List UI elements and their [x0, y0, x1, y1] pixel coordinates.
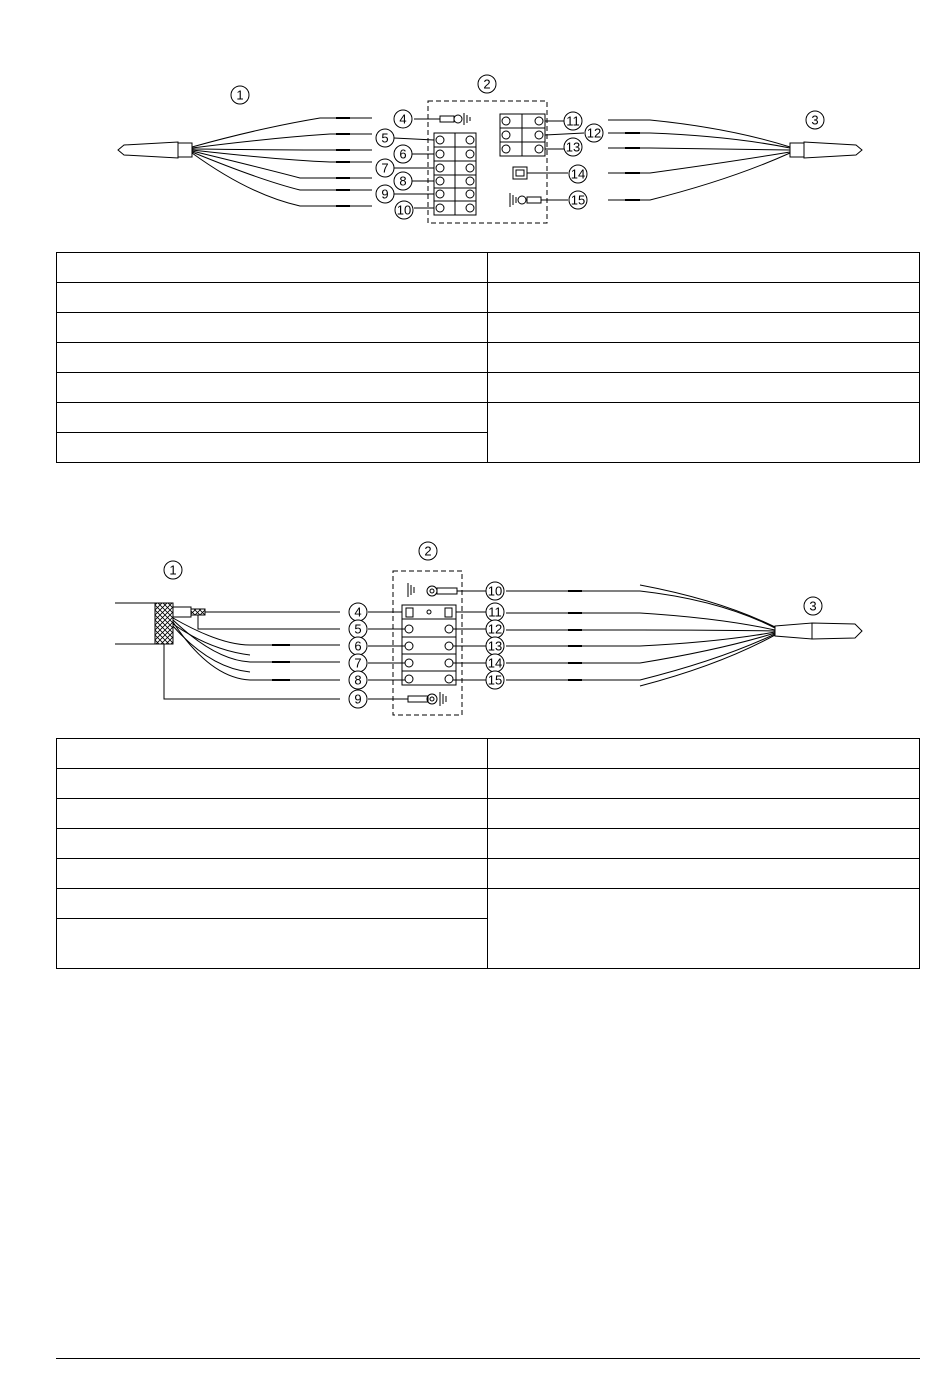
svg-text:1: 1: [169, 562, 177, 578]
table-cell: [488, 739, 920, 769]
svg-text:8: 8: [354, 672, 362, 688]
table-row: [57, 829, 920, 859]
callout-10: [486, 582, 504, 600]
callout-11: [486, 603, 504, 621]
table-cell: [488, 769, 920, 799]
callout-12: [585, 124, 603, 142]
svg-text:2: 2: [483, 76, 491, 92]
wiring-diagram-2-svg: [0, 536, 950, 722]
svg-text:6: 6: [354, 638, 362, 654]
svg-text:14: 14: [570, 166, 586, 182]
callout-14: [569, 165, 587, 183]
callout-5: [376, 129, 394, 147]
callout-10: [395, 201, 413, 219]
table-cell: [57, 343, 488, 373]
callout-1: [231, 86, 249, 104]
table-cell: [57, 373, 488, 403]
table-cell: [57, 739, 488, 769]
table-row: [57, 283, 920, 313]
table-row: [57, 373, 920, 403]
callout-7: [349, 654, 367, 672]
svg-text:3: 3: [811, 112, 819, 128]
callout-11: [564, 112, 582, 130]
table-cell: [488, 373, 920, 403]
svg-text:6: 6: [399, 146, 407, 162]
table-cell: [57, 769, 488, 799]
wiring-diagram-1-svg: [0, 70, 950, 230]
cable-shield: [155, 603, 173, 644]
table-row: [57, 313, 920, 343]
table-cell: [488, 859, 920, 889]
svg-text:2: 2: [424, 543, 432, 559]
table-cell: [57, 283, 488, 313]
callout-9: [376, 185, 394, 203]
svg-text:4: 4: [399, 111, 407, 127]
svg-text:8: 8: [399, 173, 407, 189]
callout-9: [349, 690, 367, 708]
footer-divider: [56, 1358, 920, 1359]
svg-text:11: 11: [566, 113, 580, 129]
svg-text:12: 12: [586, 125, 602, 141]
right-cable-plug: [812, 623, 862, 639]
wiring-diagram-2: [0, 536, 950, 722]
table-cell: [488, 343, 920, 373]
svg-text:9: 9: [381, 186, 389, 202]
callout-12: [486, 620, 504, 638]
svg-text:5: 5: [354, 621, 362, 637]
table-cell: [57, 889, 488, 919]
table-row: [57, 769, 920, 799]
table-cell-merged: [488, 889, 920, 969]
table-cell: [488, 313, 920, 343]
table-cell: [57, 799, 488, 829]
table-cell-merged: [488, 403, 920, 463]
svg-text:5: 5: [381, 130, 389, 146]
callout-3: [806, 111, 824, 129]
table-cell: [488, 799, 920, 829]
callout-4: [349, 603, 367, 621]
table-row: [57, 859, 920, 889]
right-cable-ferrule: [775, 623, 812, 639]
callout-2: [419, 542, 437, 560]
callout-4: [394, 110, 412, 128]
left-cable-plug: [118, 142, 178, 158]
callout-13: [486, 637, 504, 655]
svg-text:4: 4: [354, 604, 362, 620]
table-cell: [488, 253, 920, 283]
right-cable-ferrule: [790, 143, 804, 157]
table-cell: [57, 919, 488, 969]
junction-box-outline: [428, 101, 547, 223]
left-cable: [115, 603, 155, 644]
wiring-diagram-1: [0, 70, 950, 230]
callout-1: [164, 561, 182, 579]
svg-text:9: 9: [354, 691, 362, 707]
svg-text:13: 13: [487, 638, 503, 654]
svg-text:7: 7: [381, 160, 389, 176]
table-cell: [57, 829, 488, 859]
svg-text:10: 10: [487, 583, 503, 599]
legend-table-2: [56, 738, 920, 969]
callout-15: [486, 671, 504, 689]
callout-2: [478, 75, 496, 93]
callout-15: [569, 191, 587, 209]
svg-text:10: 10: [396, 202, 412, 218]
callouts-diagram-2: [164, 542, 822, 708]
svg-text:15: 15: [570, 192, 586, 208]
callout-13: [564, 138, 582, 156]
table-cell: [57, 433, 488, 463]
table-cell: [488, 283, 920, 313]
table-row: [57, 343, 920, 373]
right-cable-plug: [804, 142, 862, 158]
svg-text:3: 3: [809, 598, 817, 614]
callout-6: [349, 637, 367, 655]
table-cell: [488, 829, 920, 859]
callout-3: [804, 597, 822, 615]
svg-text:15: 15: [487, 672, 503, 688]
table-cell: [57, 403, 488, 433]
callout-6: [394, 145, 412, 163]
svg-text:14: 14: [487, 655, 503, 671]
callout-14: [486, 654, 504, 672]
callout-7: [376, 159, 394, 177]
table-cell: [57, 859, 488, 889]
table-row: [57, 403, 920, 433]
left-cable-ferrule: [178, 143, 192, 157]
table-row: [57, 739, 920, 769]
svg-text:1: 1: [236, 87, 244, 103]
table-cell: [57, 253, 488, 283]
callout-8: [349, 671, 367, 689]
svg-text:11: 11: [488, 604, 502, 620]
table-row: [57, 799, 920, 829]
legend-table-1: [56, 252, 920, 463]
svg-text:7: 7: [354, 655, 362, 671]
table-row: [57, 253, 920, 283]
callout-8: [394, 172, 412, 190]
svg-text:13: 13: [565, 139, 581, 155]
callout-5: [349, 620, 367, 638]
table-row: [57, 889, 920, 919]
svg-text:12: 12: [487, 621, 503, 637]
table-cell: [57, 313, 488, 343]
